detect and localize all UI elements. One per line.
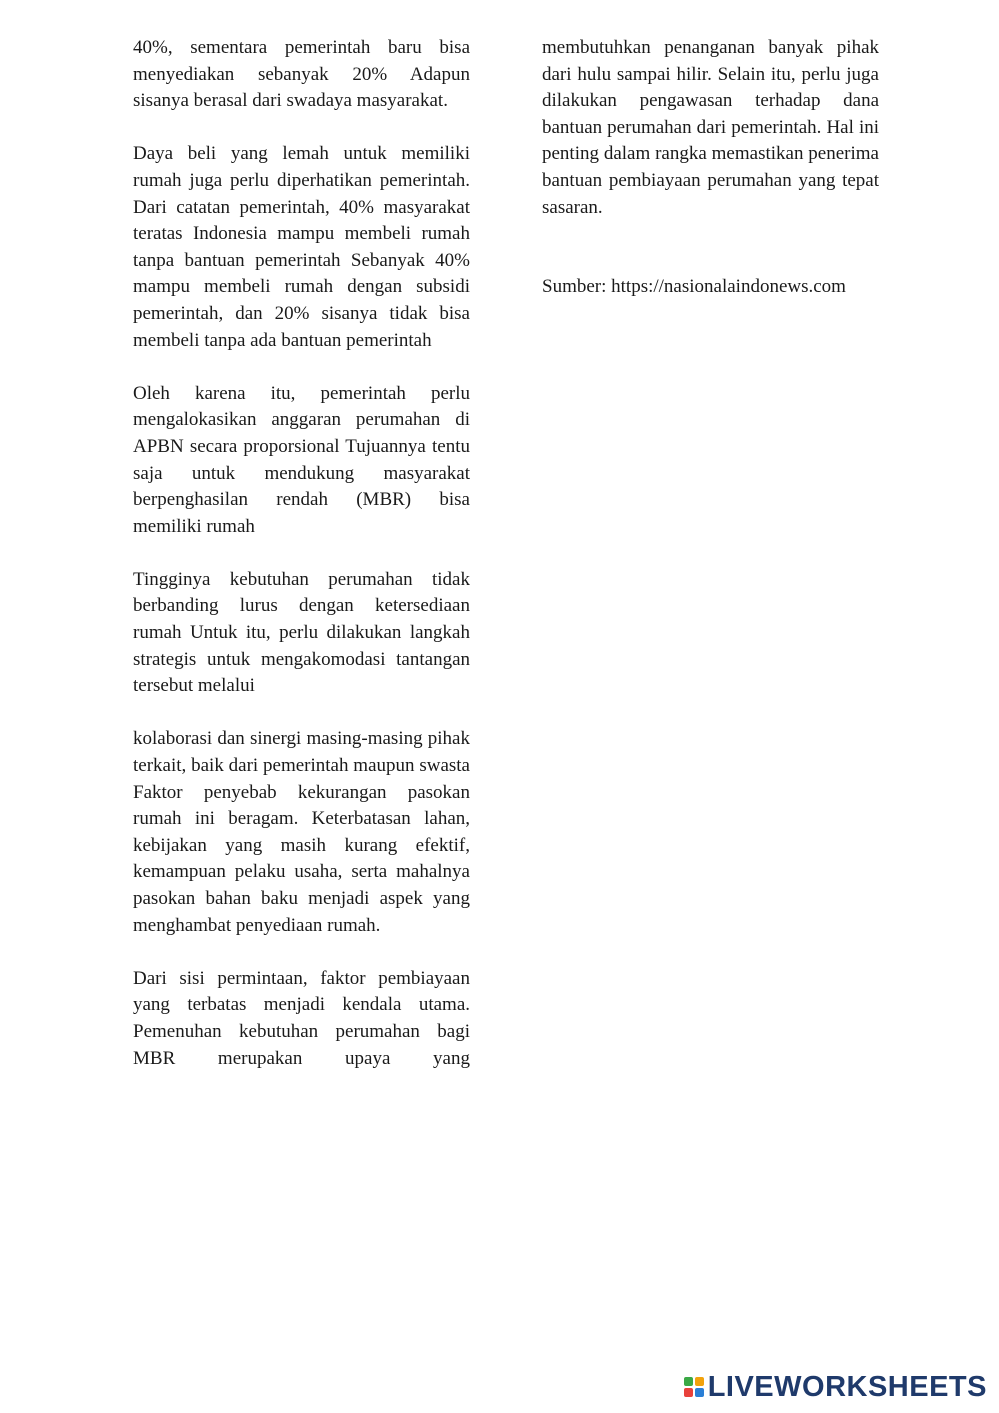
paragraph-4: Tingginya kebutuhan perumahan tidak berbanding lurus dengan ketersediaan rumah Untuk itu, perlu dilakukan langkah strategis untuk mengakomodasi tantangan tersebut melalui <box>133 568 470 697</box>
paragraph-2: Daya beli yang lemah untuk memiliki rumah juga perlu diperhatikan pemerintah. Dari catatan pemerintah, 40% masyarakat teratas Indonesia mampu membeli rumah tanpa bantuan pemerintah Sebanyak 40% mampu membeli rumah dengan subsidi pemerintah, dan 20% sisanya tidak bisa membeli tanpa ada bantuan pemerintah <box>133 143 470 351</box>
liveworksheets-logo <box>684 1371 987 1403</box>
liveworksheets-logo-icon <box>684 1377 704 1397</box>
paragraph-7: membutuhkan penanganan banyak pihak dari hulu sampai hilir. Selain itu, perlu juga dilakukan pengawasan terhadap dana bantuan perumahan dari pemerintah. Hal ini penting dalam rangka memastikan penerima bantuan pembiayaan perumahan yang tepat sasaran. <box>542 37 879 218</box>
logo-square-green <box>684 1377 693 1386</box>
logo-square-red <box>684 1388 693 1397</box>
logo-square-blue <box>695 1388 704 1397</box>
right-column <box>542 35 879 320</box>
paragraph-1: 40%, sementara pemerintah baru bisa menyediakan sebanyak 20% Adapun sisanya berasal dari swadaya masyarakat. <box>133 37 470 112</box>
logo-text: LIVEWORKSHEETS <box>707 1370 987 1403</box>
paragraph-3: Oleh karena itu, pemerintah perlu mengalokasikan anggaran perumahan di APBN secara proporsional Tujuannya tentu saja untuk mendukung masyarakat berpenghasilan rendah (MBR) bisa memiliki rumah <box>133 382 470 537</box>
source-line: Sumber: https://nasionalaindonews.com <box>542 276 846 298</box>
paragraph-6: Dari sisi permintaan, faktor pembiayaan yang terbatas menjadi kendala utama. Pemenuhan kebutuhan perumahan bagi MBR merupakan upaya yang <box>133 967 470 1069</box>
left-column <box>133 35 470 1099</box>
logo-square-orange <box>695 1377 704 1386</box>
paragraph-5: kolaborasi dan sinergi masing-masing pihak terkait, baik dari pemerintah maupun swasta Faktor penyebab kekurangan pasokan rumah ini beragam. Keterbatasan lahan, kebijakan yang masih kurang efektif, kemampuan pelaku usaha, serta mahalnya pasokan bahan baku menjadi aspek yang menghambat penyediaan rumah. <box>133 728 470 936</box>
